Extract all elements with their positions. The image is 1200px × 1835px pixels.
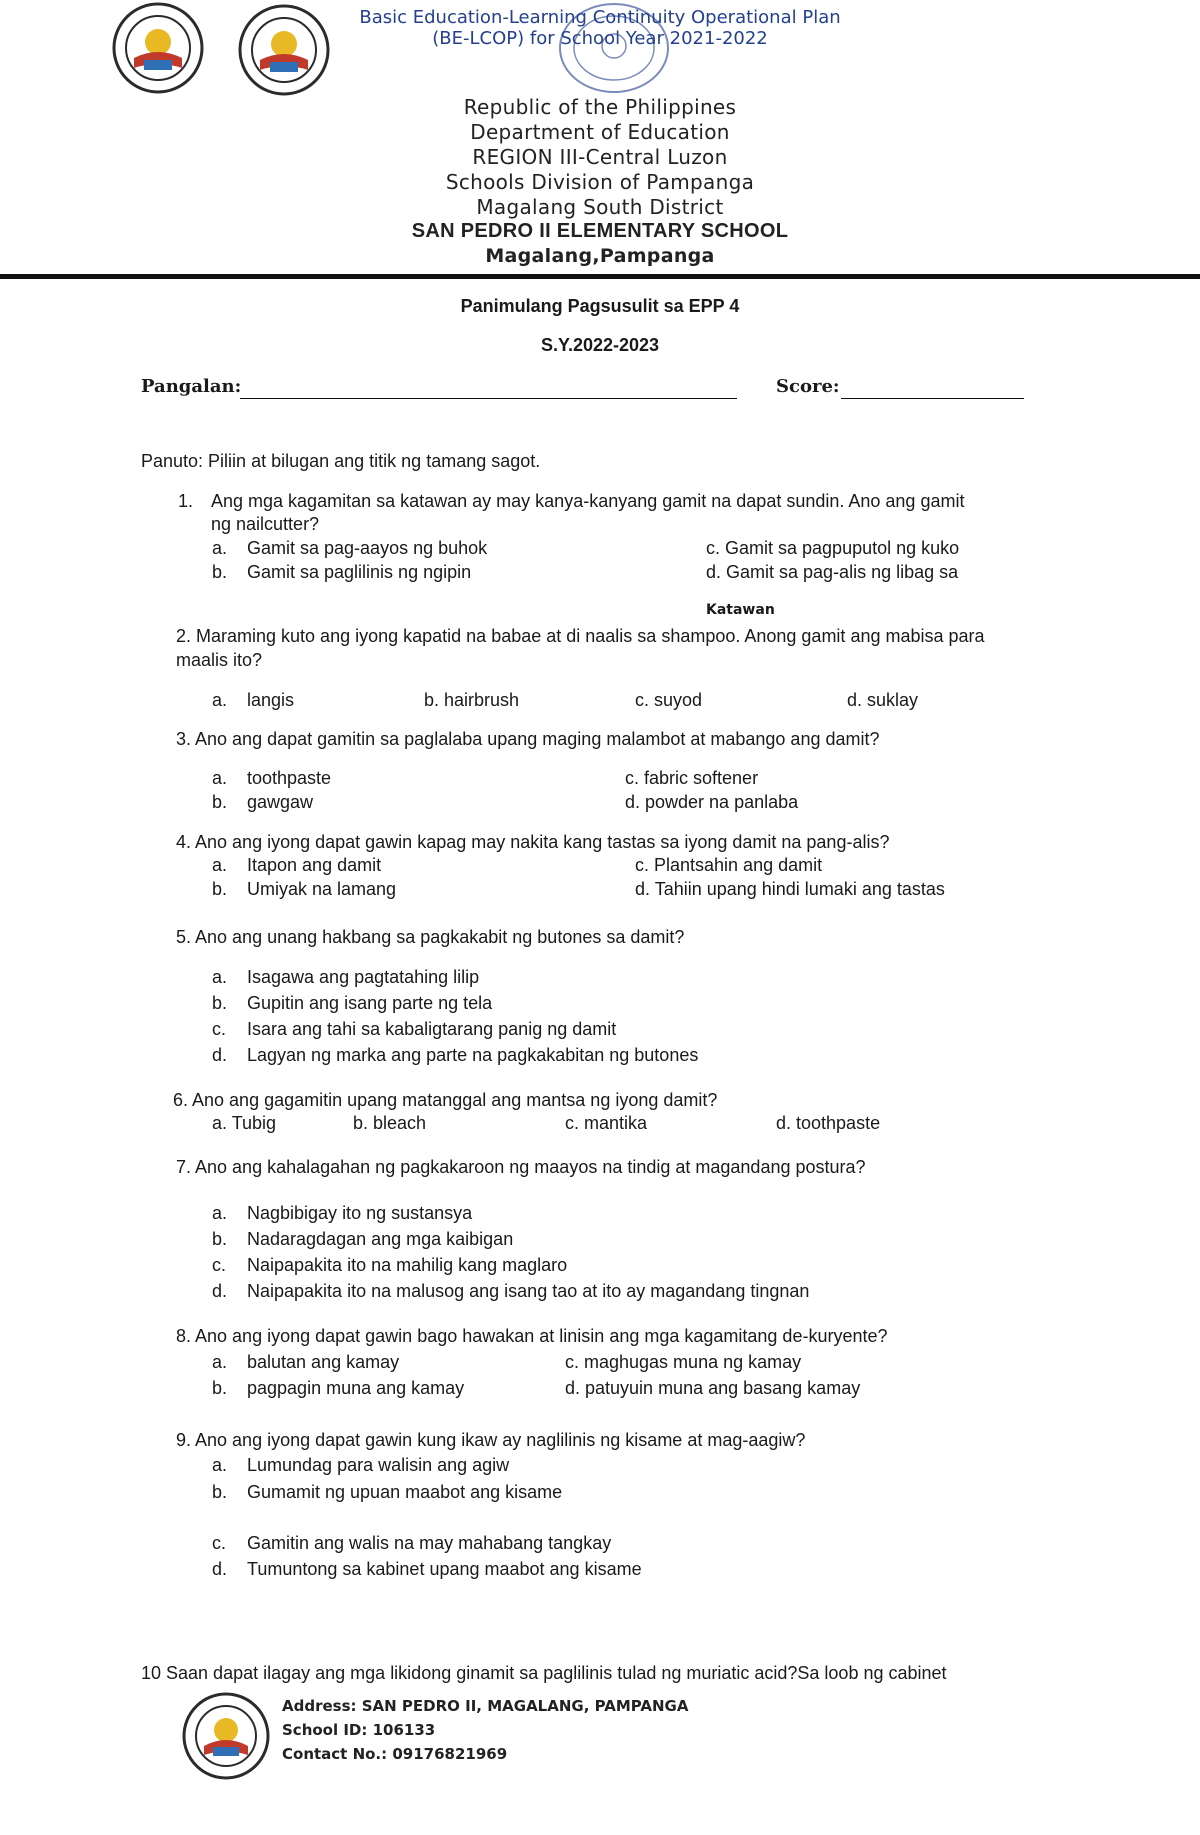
q3-choice-a: toothpaste [247,768,332,788]
q5-choice-a: Isagawa ang pagtatahing lilip [247,967,480,987]
q3-choice-b: gawgaw [247,792,314,812]
q5-b-letter: b. [212,993,228,1013]
q9-c-letter: c. [212,1533,227,1553]
q1-choice-d-cont: Katawan [706,602,775,618]
q5-choice-d: Lagyan ng marka ang parte na pagkakabitan ng butones [247,1045,699,1065]
division-heading: Schools Division of Pampanga [445,170,755,194]
q8-choice-d: d. patuyuin muna ang basang kamay [565,1378,861,1398]
region-heading: REGION III-Central Luzon [472,145,728,169]
school-location: Magalang,Pampanga [485,245,715,267]
q5-choice-c: Isara ang tahi sa kabaligtarang panig ng damit [247,1019,617,1039]
q4-b-letter: b. [212,879,228,899]
q5-c-letter: c. [212,1019,227,1039]
q1-text-cont: ng nailcutter? [211,514,320,534]
q8-b-letter: b. [212,1378,228,1398]
q4-choice-a: Itapon ang damit [247,855,382,875]
q7-choice-b: Nadaragdagan ang mga kaibigan [247,1229,514,1249]
q1-choice-b: Gamit sa paglilinis ng ngipin [247,562,472,582]
q4-a-letter: a. [212,855,228,875]
q3-choice-d: d. powder na panlaba [625,792,799,812]
footer-contact: Contact No.: 09176821969 [282,1745,508,1763]
q3-a-letter: a. [212,768,228,788]
plan-title-line1: Basic Education-Learning Continuity Operational Plan [359,7,841,28]
q2-choice-b: b. hairbrush [424,690,520,710]
q2-choice-c: c. suyod [635,690,703,710]
q9-d-letter: d. [212,1559,228,1579]
footer-address: Address: SAN PEDRO II, MAGALANG, PAMPANGA [282,1697,689,1715]
score-label: Score: [776,376,840,397]
plan-title-line2: (BE-LCOP) for School Year 2021-2022 [432,28,768,49]
q9-choice-c: Gamitin ang walis na may mahabang tangkay [247,1533,612,1553]
school-name: SAN PEDRO II ELEMENTARY SCHOOL [411,220,789,242]
q6-choice-b: b. bleach [353,1113,427,1133]
q9-choice-a: Lumundag para walisin ang agiw [247,1455,510,1475]
q7-choice-d: Naipapakita ito na malusog ang isang tao at ito ay magandang tingnan [247,1281,810,1301]
q8-choice-b: pagpagin muna ang kamay [247,1378,465,1398]
q7-d-letter: d. [212,1281,228,1301]
school-year: S.Y.2022-2023 [540,335,660,355]
school-seal-footer [182,1692,270,1780]
q1-b-letter: b. [212,562,228,582]
q9-choice-d: Tumuntong sa kabinet upang maabot ang kisame [247,1559,642,1579]
q8-text: 8. Ano ang iyong dapat gawin bago hawakan at linisin ang mga kagamitang de-kuryente? [176,1326,888,1346]
q8-a-letter: a. [212,1352,228,1372]
q4-choice-d: d. Tahiin upang hindi lumaki ang tastas [635,879,945,899]
q7-choice-a: Nagbibigay ito ng sustansya [247,1203,473,1223]
q6-choice-a: a. Tubig [212,1113,277,1133]
q6-choice-c: c. mantika [565,1113,648,1133]
instructions: Panuto: Piliin at bilugan ang titik ng tamang sagot. [141,451,541,471]
q9-choice-b: Gumamit ng upuan maabot ang kisame [247,1482,563,1502]
q4-text: 4. Ano ang iyong dapat gawin kapag may nakita kang tastas sa iyong damit na pang-alis? [176,832,890,852]
q9-a-letter: a. [212,1455,228,1475]
q5-choice-b: Gupitin ang isang parte ng tela [247,993,493,1013]
q7-text: 7. Ano ang kahalagahan ng pagkakaroon ng maayos na tindig at magandang postura? [176,1157,866,1177]
department-heading: Department of Education [470,120,730,144]
q7-choice-c: Naipapakita ito na mahilig kang maglaro [247,1255,568,1275]
q7-c-letter: c. [212,1255,227,1275]
header-divider [0,274,1200,279]
q5-d-letter: d. [212,1045,228,1065]
q5-text: 5. Ano ang unang hakbang sa pagkakabit ng butones sa damit? [176,927,685,947]
district-heading: Magalang South District [476,195,724,219]
q4-choice-b: Umiyak na lamang [247,879,397,899]
footer-school-id: School ID: 106133 [282,1721,436,1739]
name-field[interactable] [240,398,737,399]
q4-choice-c: c. Plantsahin ang damit [635,855,823,875]
q6-choice-d: d. toothpaste [776,1113,881,1133]
q3-text: 3. Ano ang dapat gamitin sa paglalaba upang maging malambot at mabango ang damit? [176,729,880,749]
q6-text: 6. Ano ang gagamitin upang matanggal ang mantsa ng iyong damit? [173,1090,718,1110]
q1-choice-c: c. Gamit sa pagpuputol ng kuko [706,538,960,558]
score-field[interactable] [841,398,1024,399]
q8-choice-c: c. maghugas muna ng kamay [565,1352,802,1372]
q10-text: 10 Saan dapat ilagay ang mga likidong ginamit sa paglilinis tulad ng muriatic acid?Sa loob ng cabinet [141,1663,947,1683]
republic-heading: Republic of the Philippines [463,95,737,119]
q3-b-letter: b. [212,792,228,812]
q1-text: Ang mga kagamitan sa katawan ay may kanya-kanyang gamit na dapat sundin. Ano ang gamit [211,491,965,511]
q9-b-letter: b. [212,1482,228,1502]
q9-text: 9. Ano ang iyong dapat gawin kung ikaw ay naglilinis ng kisame at mag-aagiw? [176,1430,806,1450]
q5-a-letter: a. [212,967,228,987]
q8-choice-a: balutan ang kamay [247,1352,400,1372]
q7-a-letter: a. [212,1203,228,1223]
q2-choice-a: langis [247,690,295,710]
q7-b-letter: b. [212,1229,228,1249]
name-label: Pangalan: [141,376,242,397]
q1-choice-d: d. Gamit sa pag-alis ng libag sa [706,562,959,582]
q1-choice-a: Gamit sa pag-aayos ng buhok [247,538,488,558]
q2-a-letter: a. [212,690,228,710]
q2-text: 2. Maraming kuto ang iyong kapatid na babae at di naalis sa shampoo. Anong gamit ang mabisa para [176,626,985,646]
q2-choice-d: d. suklay [847,690,919,710]
q1-a-letter: a. [212,538,228,558]
q1-number: 1. [178,491,194,511]
q3-choice-c: c. fabric softener [625,768,759,788]
q2-text-cont: maalis ito? [176,650,263,670]
exam-title: Panimulang Pagsusulit sa EPP 4 [460,296,740,316]
